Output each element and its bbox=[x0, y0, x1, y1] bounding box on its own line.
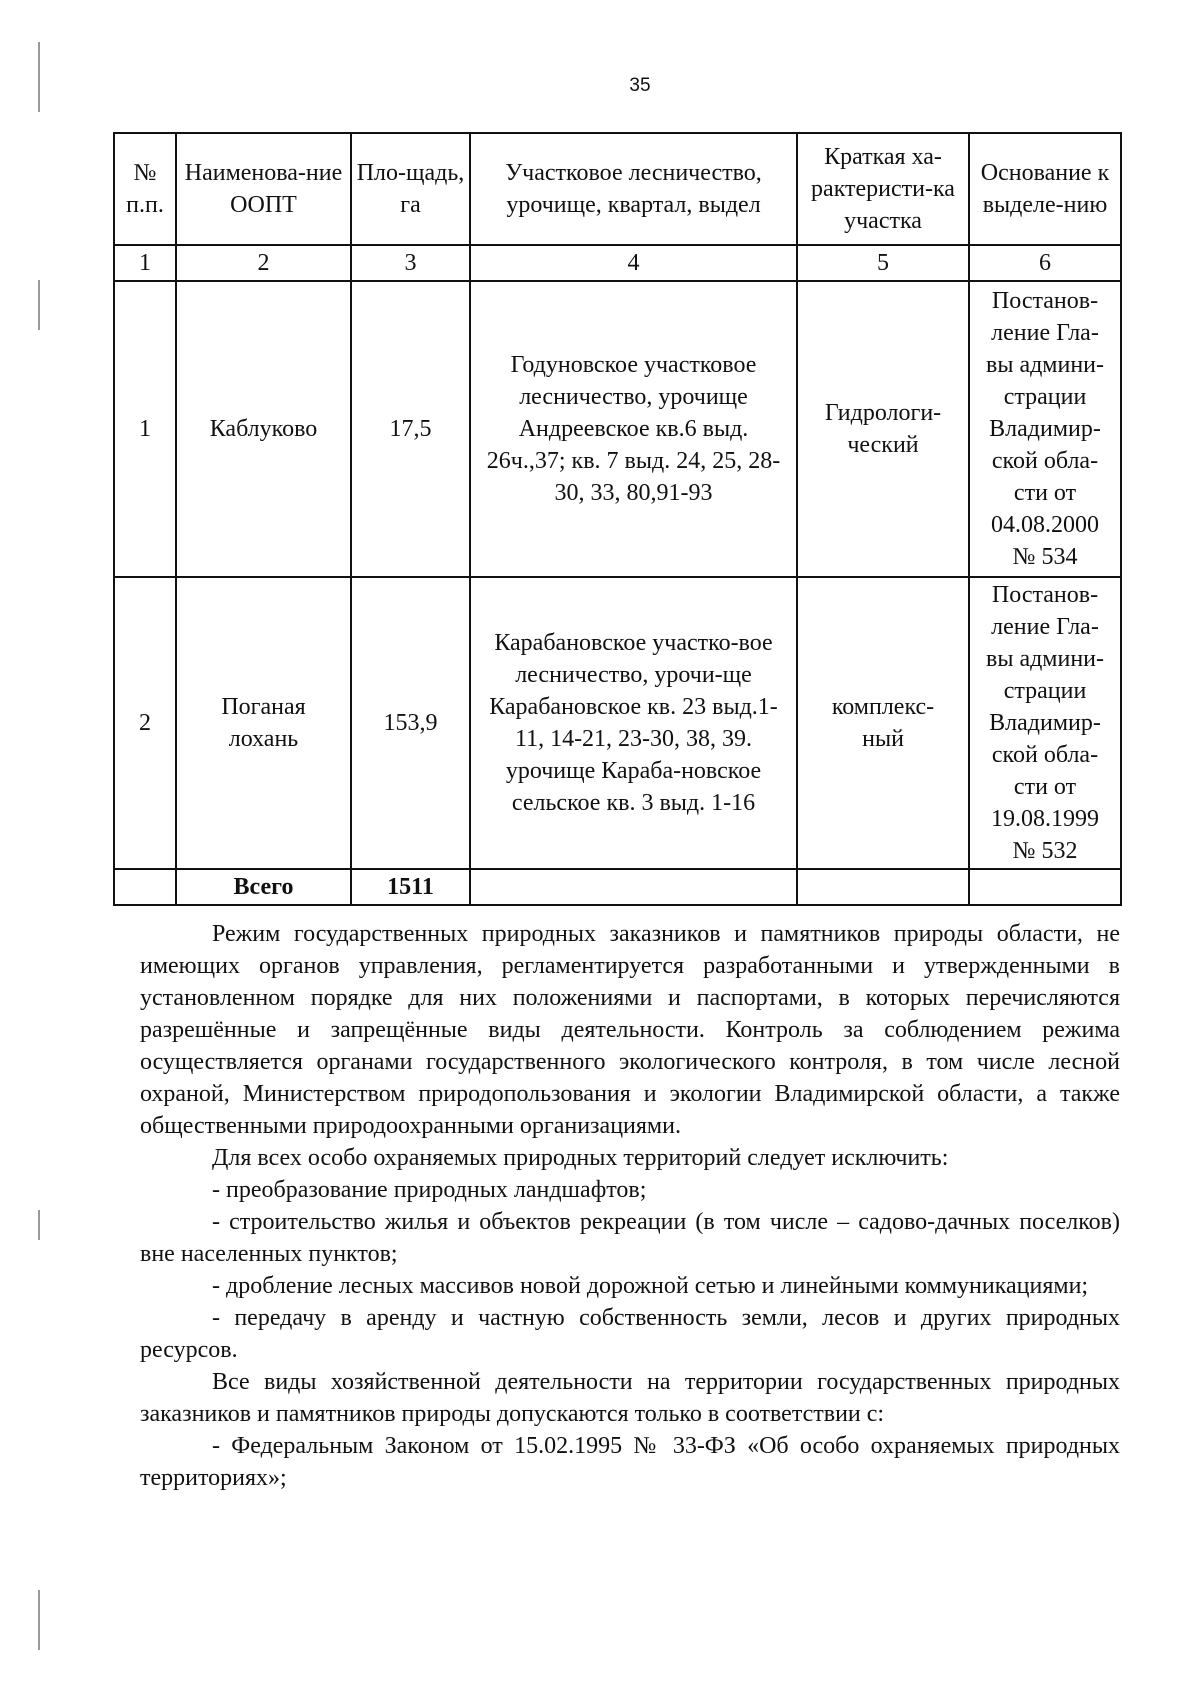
header-cell: Основание к выделе-нию bbox=[969, 133, 1121, 245]
header-cell: Краткая ха-рактеристи-ка участка bbox=[797, 133, 969, 245]
column-number: 2 bbox=[176, 245, 351, 281]
area-location: Карабановское участко-вое лесничество, урочи-ще Карабановское кв. 23 выд.1-11, 14-21, 23-30, 38, 39. урочище Караба-новское сельское кв. 3 выд. 1-16 bbox=[470, 577, 797, 869]
scan-edge-line bbox=[38, 280, 40, 330]
empty-cell bbox=[797, 869, 969, 905]
area-size: 153,9 bbox=[351, 577, 470, 869]
area-basis: Постанов-ление Гла-вы админи-страции Владимир-ской обла-сти от 19.08.1999 № 532 bbox=[969, 577, 1121, 869]
table-total-row bbox=[114, 869, 1121, 905]
empty-cell bbox=[470, 869, 797, 905]
table-row bbox=[114, 577, 1121, 869]
list-item: - Федеральным Законом от 15.02.1995 № 33-ФЗ «Об особо охраняемых природных территориях»; bbox=[140, 1433, 1120, 1491]
list-item: - дробление лесных массивов новой дорожной сетью и линейными коммуникациями; bbox=[212, 1273, 1089, 1299]
list-item: - передачу в аренду и частную собственность земли, лесов и других природных ресурсов. bbox=[140, 1305, 1120, 1363]
column-number: 3 bbox=[351, 245, 470, 281]
header-cell: Наименова-ние ООПТ bbox=[176, 133, 351, 245]
column-number-row bbox=[114, 245, 1121, 281]
area-basis: Постанов-ление Гла-вы админи-страции Владимир-ской обла-сти от 04.08.2000 № 534 bbox=[969, 281, 1121, 577]
header-cell: Пло-щадь, га bbox=[351, 133, 470, 245]
paragraph: Для всех особо охраняемых природных территорий следует исключить: bbox=[212, 1145, 949, 1171]
area-characteristic: Гидрологи-ческий bbox=[797, 281, 969, 577]
paragraph: Режим государственных природных заказников и памятников природы области, не имеющих органов управления, регламентируется разработанными и утвержденными в установленном порядке для них положениями и паспортами, в которых перечисляются разрешённые и запрещённые виды деятельности. Контроль за соблюдением режима осуществляется органами государственного экологического контроля, в том числе лесной охраной, Министерством природопользования и экологии Владимирской области, а также общественными природоохранными организациями. bbox=[140, 921, 1120, 1139]
area-size: 17,5 bbox=[351, 281, 470, 577]
area-location: Годуновское участковое лесничество, урочище Андреевское кв.6 выд. 26ч.,37; кв. 7 выд. 24, 25, 28-30, 33, 80,91-93 bbox=[470, 281, 797, 577]
total-label: Всего bbox=[176, 869, 351, 905]
page-number: 35 bbox=[629, 75, 651, 96]
protected-areas-table bbox=[113, 132, 1122, 906]
row-number: 2 bbox=[114, 577, 176, 869]
table-row bbox=[114, 281, 1121, 577]
scan-edge-line bbox=[38, 1590, 40, 1650]
column-number: 6 bbox=[969, 245, 1121, 281]
area-name: Каблуково bbox=[176, 281, 351, 577]
header-cell: № п.п. bbox=[114, 133, 176, 245]
empty-cell bbox=[969, 869, 1121, 905]
column-number: 5 bbox=[797, 245, 969, 281]
table-header-row bbox=[114, 133, 1121, 245]
total-value: 1511 bbox=[351, 869, 470, 905]
body-text bbox=[140, 918, 1120, 1494]
column-number: 4 bbox=[470, 245, 797, 281]
area-characteristic: комплекс-ный bbox=[797, 577, 969, 869]
scan-edge-line bbox=[38, 1210, 40, 1240]
list-item: - преобразование природных ландшафтов; bbox=[212, 1177, 647, 1203]
paragraph: Все виды хозяйственной деятельности на территории государственных природных заказников и памятников природы допускаются только в соответствии с: bbox=[140, 1369, 1120, 1427]
list-item: - строительство жилья и объектов рекреации (в том числе – садово-дачных поселков) вне населенных пунктов; bbox=[140, 1209, 1120, 1267]
area-name: Поганая лохань bbox=[176, 577, 351, 869]
header-cell: Участковое лесничество, урочище, квартал, выдел bbox=[470, 133, 797, 245]
row-number: 1 bbox=[114, 281, 176, 577]
column-number: 1 bbox=[114, 245, 176, 281]
empty-cell bbox=[114, 869, 176, 905]
